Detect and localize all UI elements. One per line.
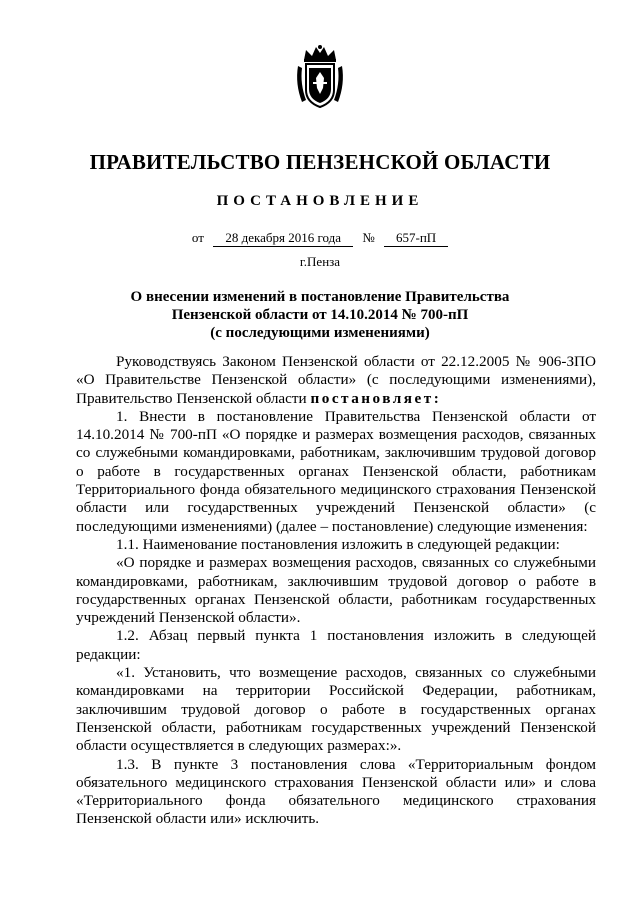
item-1-3: 1.3. В пункте 3 постановления слова «Территориальным фондом обязательного медицинского страхования Пензенской области или» и слова «Территориального фонда обязательного медицинского страхования Пензенской области или» исключить.	[76, 755, 596, 828]
item-1-1: 1.1. Наименование постановления изложить в следующей редакции:	[116, 535, 560, 553]
item-1: 1. Внести в постановление Правительства Пензенской области от 14.10.2014 № 700-пП «О порядке и размерах возмещения расходов, связанных со служебными командировками, работникам, заключившим трудовой договор о работе в государственных органах Пензенской области, работникам Территориального фонда обязательного медицинского страхования Пензенской области или государственных учреждений Пензенской области» (с последующими изменениями) (далее – постановление) следующие изменения:	[76, 407, 596, 535]
document-number: 657-пП	[384, 230, 448, 247]
date-prefix: от	[191, 230, 204, 245]
document-date: 28 декабря 2016 года	[213, 230, 353, 247]
subject-line-3: (с последующими изменениями)	[210, 325, 430, 341]
item-1-2-quote: «1. Установить, что возмещение расходов, связанных со служебными командировками на территории Российской Федерации, работникам, заключившим трудовой договор о работе в государственных органах Пензенской области, работникам государственных учреждений Пензенской области осуществляется в следующих размерах:».	[76, 664, 596, 755]
date-number-line	[0, 230, 640, 247]
preamble-paragraph	[76, 353, 596, 408]
subject-line-2: Пензенской области от 14.10.2014 № 700-пП	[171, 307, 469, 323]
government-title: ПРАВИТЕЛЬСТВО ПЕНЗЕНСКОЙ ОБЛАСТИ	[89, 150, 551, 174]
city: г.Пенза	[299, 254, 341, 269]
resolves-word: постановляет:	[310, 389, 442, 407]
coat-of-arms-icon	[294, 44, 346, 110]
subject-line-1: О внесении изменений в постановление Правительства	[130, 289, 510, 305]
document-subject	[90, 288, 550, 342]
item-1-2: 1.2. Абзац первый пункта 1 постановления изложить в следующей редакции:	[76, 627, 596, 663]
document-body	[76, 353, 596, 829]
preamble-text: Руководствуясь Законом Пензенской области от 22.12.2005 № 906-ЗПО «О Правительстве Пензенской области» (с последующими изменениями), Правительство Пензенской области	[76, 353, 596, 407]
number-sign: №	[362, 230, 375, 245]
item-1-1-quote: «О порядке и размерах возмещения расходов, связанных со служебными командировками, работникам, заключившим трудовой договор о работе в государственных органах Пензенской области, работникам государственных учреждений Пензенской области».	[76, 554, 596, 627]
document-type: ПОСТАНОВЛЕНИЕ	[216, 193, 424, 209]
